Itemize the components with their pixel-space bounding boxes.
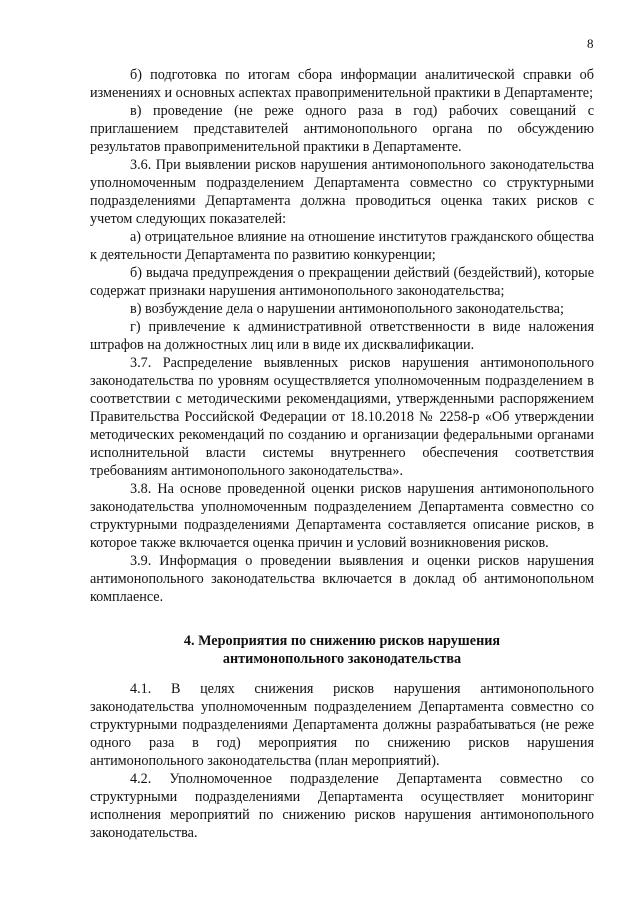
paragraph-4-1: 4.1. В целях снижения рисков нарушения антимонопольного законодательства уполномоченным подразделением Департамента совместно со структурными подразделениями Департамента должны разрабатываться (не реже одного раза в год) мероприятия по снижению рисков нарушения антимонопольного законодательства (план мероприятий). <box>90 681 594 769</box>
page-number: 8 <box>587 36 594 51</box>
paragraph-3-6-g: г) привлечение к административной ответственности в виде наложения штрафов на должностных лиц или в виде их дисквалификации. <box>90 319 594 353</box>
paragraph-3-7: 3.7. Распределение выявленных рисков нарушения антимонопольного законодательства по уровням осуществляется уполномоченным подразделением в соответствии с методическими рекомендациями, утвержденными распоряжением Правительства Российской Федерации от 18.10.2018 № 2258-р «Об утверждении методических рекомендаций по созданию и организации федеральными органами исполнительной власти системы внутреннего обеспечения соответствия требованиям антимонопольного законодательства». <box>90 355 594 479</box>
paragraph-4-2: 4.2. Уполномоченное подразделение Департамента совместно со структурными подразделениями Департамента осуществляет мониторинг исполнения мероприятий по снижению рисков нарушения антимонопольного законодательства. <box>90 771 594 841</box>
paragraph-3-6-a: а) отрицательное влияние на отношение институтов гражданского общества к деятельности Департамента по развитию конкуренции; <box>90 229 594 263</box>
paragraph-3-9: 3.9. Информация о проведении выявления и оценки рисков нарушения антимонопольного законодательства включается в доклад об антимонопольном комплаенсе. <box>90 553 594 605</box>
paragraph-3-8: 3.8. На основе проведенной оценки рисков нарушения антимонопольного законодательства уполномоченным подразделением Департамента совместно со структурными подразделениями Департамента составляется описание рисков, в которое также включается оценка причин и условий возникновения рисков. <box>90 481 594 551</box>
paragraph-3-5-b: б) подготовка по итогам сбора информации аналитической справки об изменениях и основных аспектах правоприменительной практики в Департаменте; <box>90 67 594 101</box>
section-4-heading <box>90 632 594 668</box>
section-4-heading-line1: 4. Мероприятия по снижению рисков нарушения <box>183 633 501 649</box>
paragraph-3-6-b: б) выдача предупреждения о прекращении действий (бездействий), которые содержат признаки нарушения антимонопольного законодательства; <box>90 265 594 299</box>
paragraph-3-6-v: в) возбуждение дела о нарушении антимонопольного законодательства; <box>130 301 564 317</box>
paragraph-3-5-v: в) проведение (не реже одного раза в год) рабочих совещаний с приглашением представителей антимонопольного органа по обсуждению результатов правоприменительной практики в Департаменте. <box>90 103 594 155</box>
paragraph-3-6: 3.6. При выявлении рисков нарушения антимонопольного законодательства уполномоченным подразделением Департамента совместно со структурными подразделениями Департамента должна проводиться оценка таких рисков с учетом следующих показателей: <box>90 157 594 227</box>
section-4-heading-line2: антимонопольного законодательства <box>222 651 462 667</box>
document-body <box>90 66 594 842</box>
